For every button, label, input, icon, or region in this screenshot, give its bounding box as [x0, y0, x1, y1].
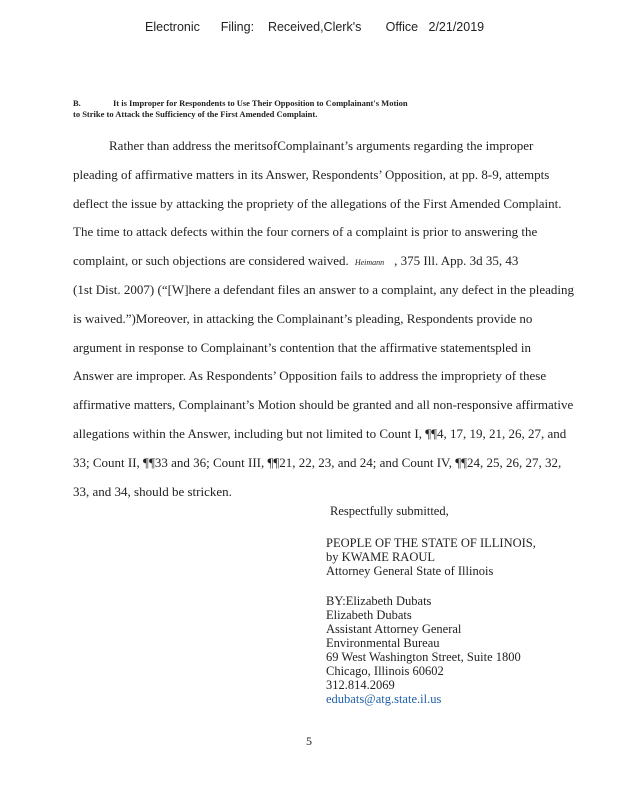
body-line: (1st Dist. 2007) (“[W]here a defendant files an answer to a complaint, any defect in the pleading [73, 281, 575, 297]
section-title-line2: to Strike to Attack the Sufficiency of the First Amended Complaint. [73, 109, 318, 119]
signature-block [326, 504, 606, 706]
body-paragraph [73, 138, 593, 512]
signer-name: Elizabeth Dubats [326, 608, 412, 622]
bureau-name: Environmental Bureau [326, 636, 440, 650]
body-line: Rather than address the meritsofComplainant’s arguments regarding the improper [109, 138, 534, 153]
body-line: argument in response to Complainant’s contention that the affirmative statementspled in [73, 339, 532, 355]
body-line-with-citation [73, 253, 593, 282]
section-heading-line1 [73, 98, 573, 109]
body-line: 33; Count II, ¶¶33 and 36; Count III, ¶¶21, 22, 23, and 24; and Count IV, ¶¶24, 25, 26, 27, 32, [73, 454, 562, 470]
body-line: allegations within the Answer, including but not limited to Count I, ¶¶4, 17, 19, 21, 26, 27, and [73, 425, 567, 441]
page-number: 5 [306, 734, 312, 748]
section-letter: B. [73, 98, 81, 108]
by-line: BY:Elizabeth Dubats [326, 594, 432, 608]
party-name: PEOPLE OF THE STATE OF ILLINOIS, [326, 536, 536, 550]
phone-number: 312.814.2069 [326, 678, 395, 692]
body-line: 33, and 34, should be stricken. [73, 483, 232, 499]
email-link[interactable]: edubats@atg.state.il.us [326, 692, 442, 706]
body-line: The time to attack defects within the four corners of a complaint is prior to answering the [73, 224, 538, 240]
body-line: Answer are improper. As Respondents’ Opposition fails to address the impropriety of these [73, 368, 547, 384]
signer-title: Assistant Attorney General [326, 622, 462, 636]
body-line: pleading of affirmative matters in its Answer, Respondents’ Opposition, at pp. 8-9, attempts [73, 166, 550, 182]
citation-case-name: Heimann [354, 258, 385, 268]
closing-line: Respectfully submitted, [330, 504, 449, 518]
body-line-text: complaint, or such objections are considered waived. [73, 253, 349, 269]
citation-reporter: , 375 Ill. App. 3d 35, 43 [394, 253, 519, 269]
body-line: deflect the issue by attacking the propriety of the allegations of the First Amended Complaint. [73, 195, 562, 211]
attorney-general-name: by KWAME RAOUL [326, 550, 436, 564]
section-title-line1: It is Improper for Respondents to Use Their Opposition to Complainant's Motion [113, 98, 408, 108]
street-address: 69 West Washington Street, Suite 1800 [326, 650, 521, 664]
city-address: Chicago, Illinois 60602 [326, 664, 444, 678]
body-line: is waived.”)Moreover, in attacking the Complainant’s pleading, Respondents provide no [73, 310, 533, 326]
body-line: affirmative matters, Complainant’s Motion should be granted and all non-responsive affirmative [73, 397, 574, 413]
attorney-general-title: Attorney General State of Illinois [326, 564, 494, 578]
section-heading [73, 98, 573, 120]
filing-header: Electronic Filing: Received,Clerk's Office 2/21/2019 [145, 20, 485, 34]
